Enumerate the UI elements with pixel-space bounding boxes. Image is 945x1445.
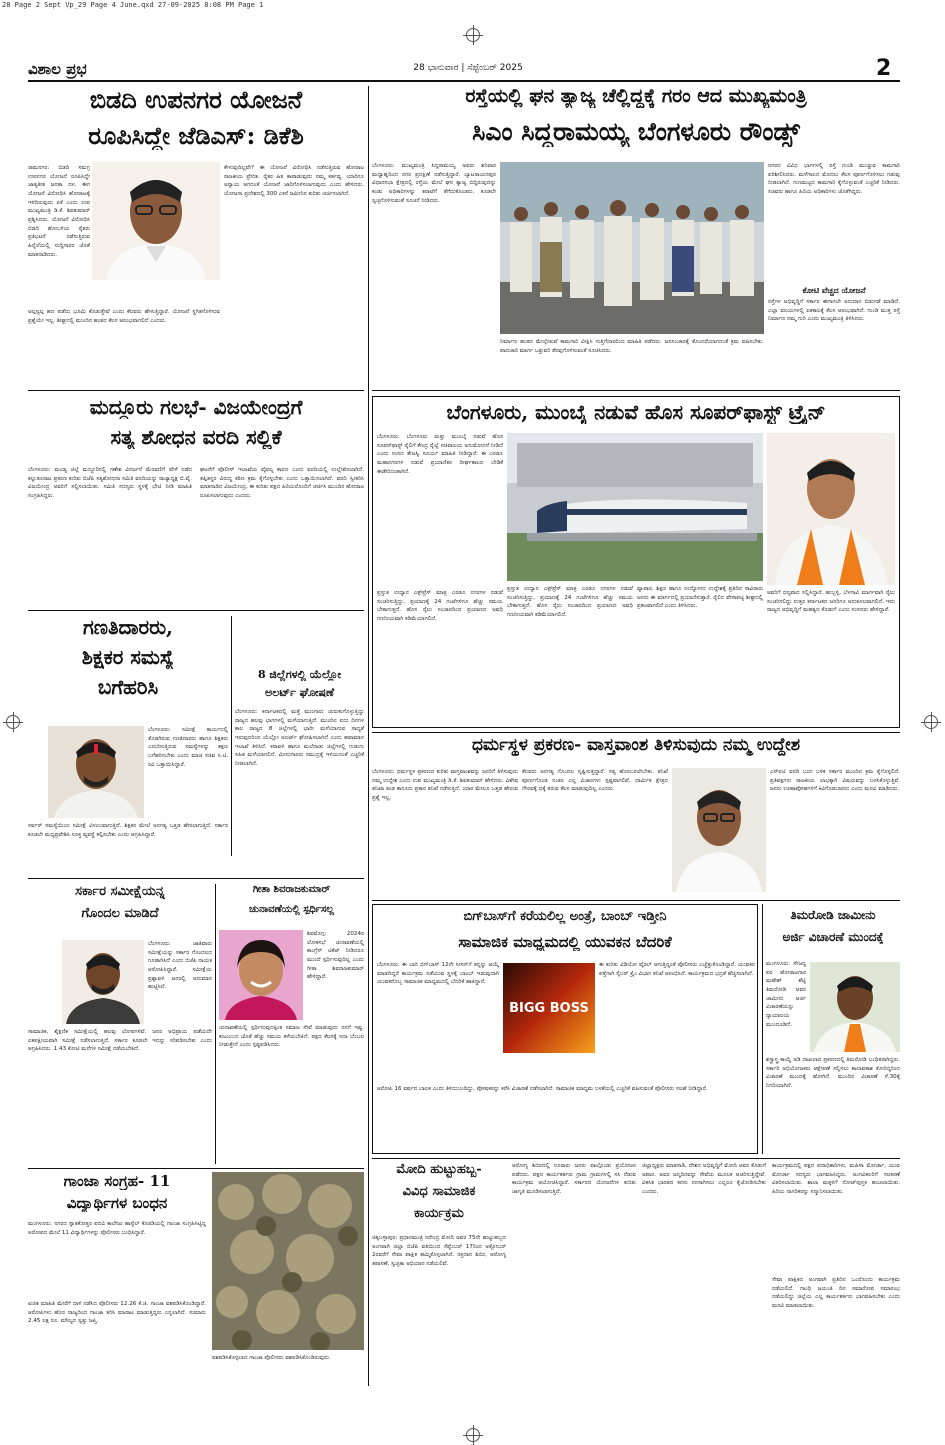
headline: ಸಾಮಾಜಿಕ ಮಾಧ್ಯಮದಲ್ಲಿ ಯುವಕನ ಬೆದರಿಕೆ <box>458 933 672 951</box>
article-body: ಬೆಂಗಳೂರು: ಧರ್ಮಸ್ಥಳ ಪ್ರಕರಣದ ಕುರಿತು ವಾಸ್ತವಾಂಶವನ್ನು ಜನರಿಗೆ ತಿಳಿಸುವುದು ನಮ್ಮ ಉದ್ದೇಶ ಎಂದು ಉಪ ಮುಖ್ಯಮಂತ್ರಿ ಡಿ.ಕೆ. ಶಿವಕುಮಾರ್ ಹೇಳಿದರು. ವಿಶೇಷ ತನಿಖಾ ತಂಡ ಕಾನೂನು ಪ್ರಕಾರ ತನಿಖೆ ನಡೆಸುತ್ತಿದೆ. ಯಾರ ಮೇಲೂ ಒತ್ತಡ ಹೇರುವ ಪ್ರಶ್ನೆ ಇಲ್ಲ. <box>372 769 518 801</box>
article-body: ಕೇಳುವುದಿಲ್ಲವೇ? ಈ ಯೋಜನೆ ವಿರೋಧಿಸಿ ನಡೆಸುತ್ತಿರುವ ಹೋರಾಟ ರಾಜಕೀಯ ಪ್ರೇರಿತ. ರೈತರ ಹಿತ ಕಾಪಾಡುವುದು ನಮ್ಮ ಕರ್ತವ್ಯ. ಯಾರಿಗೂ ಅನ್ಯಾಯ ಆಗದಂತೆ ಯೋಜನೆ ಜಾರಿಗೊಳಿಸಲಾಗುವುದು ಎಂದು ಹೇಳಿದರು. ಯೋಜನಾ ಪ್ರದೇಶದಲ್ಲಿ 300 ಎಕರೆ ಜಮೀನಿನ ಕುರಿತು ಚರ್ಚಿಸಲಾಗಿದೆ. <box>224 165 364 197</box>
article-body: ಬೆಂಗಳೂರು: ಮುಖ್ಯಮಂತ್ರಿ ಸಿದ್ದರಾಮಯ್ಯ ಅವರು ಶನಿವಾರ ಮಧ್ಯಾಹ್ನದಿಂದ ನಗರ ಪ್ರದಕ್ಷಿಣೆ ನಡೆಸುತ್ತಿದ್ದಾರೆ. ಬ್ಯಾಟರಾಯನಪುರ ವಿಧಾನಸಭಾ ಕ್ಷೇತ್ರದಲ್ಲಿ ರಸ್ತೆಯ ಮೇಲೆ ಘನ ತ್ಯಾಜ್ಯ ಬಿದ್ದಿರುವುದನ್ನು ಕಂಡು ಅಧಿಕಾರಿಗಳನ್ನು ತರಾಟೆಗೆ ತೆಗೆದುಕೊಂಡರು. ಕೂಡಲೇ ಸ್ವಚ್ಛಗೊಳಿಸುವಂತೆ ಸೂಚನೆ ನೀಡಿದರು. <box>372 163 496 204</box>
column-divider <box>231 616 232 856</box>
registration-mark-icon <box>466 28 480 42</box>
article-body: ಪ್ರಸ್ತುತ ಉದ್ಯಾನ ಎಕ್ಸ್‌ಪ್ರೆಸ್ ಮಾತ್ರ ಎರಡೂ ನಗರಗಳ ನಡುವೆ ಸಂಚರಿಸುತ್ತಿದ್ದು, ಪ್ರಯಾಣಕ್ಕೆ 24 ಗಂಟೆಗಳಿಗೂ ಹೆಚ್ಚು ಸಮಯ ಬೇಕಾಗುತ್ತದೆ. ಹೊಸ ರೈಲು ಸಂಚಾರದಿಂದ ಪ್ರಯಾಣದ ಅವಧಿ ಗಣನೀಯವಾಗಿ ಕಡಿಮೆಯಾಗಲಿದೆ. <box>377 590 503 622</box>
story-bidadi <box>28 86 364 386</box>
registration-mark-icon <box>6 715 20 729</box>
story-timarodi <box>766 904 900 1154</box>
headline: ಗಾಂಜಾ ಸಂಗ್ರಹ- 11 <box>63 1172 171 1190</box>
column-divider <box>368 86 369 1386</box>
headline: ಸರ್ಕಾರ ಸಮೀಕ್ಷೆಯನ್ನ <box>75 884 165 899</box>
article-body: ಕೆಲವರು ಅನಗತ್ಯ ಗೊಂದಲ ಸೃಷ್ಟಿಸುತ್ತಿದ್ದಾರೆ. ಸತ್ಯ ಹೊರಬರಲೇಬೇಕು. ತನಿಖೆ ಪೂರ್ಣಗೊಂಡ ನಂತರ ಎಲ್ಲ ವಿಚಾರಗಳು ಸ್ಪಷ್ಟವಾಗಲಿವೆ. ಧಾರ್ಮಿಕ ಕ್ಷೇತ್ರದ ಗೌರವಕ್ಕೆ ಧಕ್ಕೆ ತರುವ ಕೆಲಸ ಮಾಡುವುದಿಲ್ಲ ಎಂದರು. <box>522 769 668 793</box>
article-body: ಬೆಂಗಳೂರು: ಈ ಬಾರಿ ಬಿಗ್‌ಬಾಸ್ 12ನೇ ಸೀಸನ್‌ಗೆ ತನ್ನನ್ನು ಆಯ್ಕೆ ಮಾಡದಿದ್ದರೆ ಕಾರ್ಯಕ್ರಮ ನಡೆಯುವ ಸ್ಥಳಕ್ಕೆ ಬಾಂಬ್ ಇಡುವುದಾಗಿ ಯುವಕನೊಬ್ಬ ಸಾಮಾಜಿಕ ಮಾಧ್ಯಮದಲ್ಲಿ ಬೆದರಿಕೆ ಹಾಕಿದ್ದಾನೆ. <box>377 962 499 986</box>
box-title: ಕೋಟಿ ವೆಚ್ಚದ ಯೋಜನೆ <box>802 286 866 295</box>
timarodi-photo <box>810 962 900 1052</box>
article-body: ನಗರದ ವಿವಿಧ ಭಾಗಗಳಲ್ಲಿ ರಸ್ತೆ ಗುಂಡಿ ಮುಚ್ಚುವ ಕಾಮಗಾರಿ ಪರಿಶೀಲಿಸಿದರು. ಮಳೆಗಾಲದ ಮೊದಲು ಕೆಲಸ ಪೂರ್ಣಗೊಳಿಸಲು ಗಡುವು ನೀಡಲಾಗಿದೆ. ಗುಣಮಟ್ಟದ ಕಾಮಗಾರಿ ಕೈಗೊಳ್ಳುವಂತೆ ಎಚ್ಚರಿಕೆ ನೀಡಿದರು. ಸಚಿವರು ಹಾಗೂ ಹಿರಿಯ ಅಧಿಕಾರಿಗಳು ಜೊತೆಗಿದ್ದರು. <box>768 163 900 195</box>
story-dharmasthala <box>372 736 900 896</box>
section-divider <box>372 390 900 391</box>
politician-photo <box>62 940 144 1024</box>
article-body: ಬೆಂಗಳೂರು: ಸಮೀಕ್ಷೆ ಕಾರ್ಯದಲ್ಲಿ ತೊಡಗಿರುವ ಗಣತಿದಾರರು ಹಾಗೂ ಶಿಕ್ಷಕರು ಎದುರಿಸುತ್ತಿರುವ ಸಮಸ್ಯೆಗಳನ್ನು ತಕ್ಷಣ ಬಗೆಹರಿಸಬೇಕು ಎಂದು ಮಾಜಿ ಸಚಿವ ಸಿ.ಟಿ. ರವಿ ಒತ್ತಾಯಿಸಿದ್ದಾರೆ. <box>148 727 228 768</box>
section-divider <box>372 1158 900 1159</box>
article-body: ವ್ಯಾಪಾರ, ಶಿಕ್ಷಣ ಹಾಗೂ ಉದ್ಯೋಗದ ಉದ್ದೇಶಕ್ಕೆ ಪ್ರತಿದಿನ ಸಾವಿರಾರು ಜನರು ಈ ಮಾರ್ಗದಲ್ಲಿ ಪ್ರಯಾಣಿಸುತ್ತಾರೆ. ರೈಲಿನ ವೇಳಾಪಟ್ಟಿ ಶೀಘ್ರದಲ್ಲಿ ಪ್ರಕಟವಾಗಲಿದೆ ಎಂದು ತಿಳಿಸಿದರು. <box>637 586 763 610</box>
newspaper-logo: ವಿಶಾಲ ಪ್ರಭ <box>28 60 87 78</box>
headline: ತಿಮರೋಡಿ ಜಾಮೀನು <box>790 908 876 922</box>
headline: ವಿವಿಧ ಸಾಮಾಜಿಕ <box>402 1184 476 1199</box>
article-body: ಶಸ್ತ್ರಾಸ್ತ್ರ ಕಾಯ್ದೆ ಅಡಿ ದಾಖಲಾದ ಪ್ರಕರಣದಲ್ಲಿ ತಿಮರೋಡಿ ಬಂಧಿತರಾಗಿದ್ದರು. ಸರ್ಕಾರಿ ಅಭಿಯೋಜಕರು ಆಕ್ಷೇಪಣೆ ಸಲ್ಲಿಸಲು ಕಾಲಾವಕಾಶ ಕೋರಿದ್ದರಿಂದ ವಿಚಾರಣೆ ಮುಂದಕ್ಕೆ ಹೋಗಿದೆ. ಮುಂದಿನ ವಿಚಾರಣೆ ಸೆ.30ಕ್ಕೆ ನಿಗದಿಯಾಗಿದೆ. <box>766 1057 900 1089</box>
ct-ravi-photo <box>48 726 144 818</box>
section-divider <box>28 1168 364 1169</box>
headline: ವಿದ್ಯಾರ್ಥಿಗಳ ಬಂಧನ <box>66 1194 168 1212</box>
story-geetha <box>219 884 364 1164</box>
headline: ಬಿಗ್‌ಬಾಸ್‌ಗೆ ಕರೆಯಲಿಲ್ಲ ಅಂತ್ರೆ, ಬಾಂಬ್ ಇಡ್ತೀನಿ <box>463 909 667 924</box>
story-teachers <box>28 616 228 856</box>
headline: ಕಾರ್ಯಕ್ರಮ <box>414 1206 464 1221</box>
article-body: ಘಟನೆಗೆ ಪೊಲೀಸ್ ಇಲಾಖೆಯ ವೈಫಲ್ಯ ಕಾರಣ ಎಂದು ವರದಿಯಲ್ಲಿ ಉಲ್ಲೇಖಿಸಲಾಗಿದೆ. ತಪ್ಪಿತಸ್ಥರ ವಿರುದ್ಧ ಕಠಿಣ ಕ್ರಮ ಕೈಗೊಳ್ಳಬೇಕು ಎಂದು ಒತ್ತಾಯಿಸಲಾಗಿದೆ. ವರದಿ ಸ್ವೀಕರಿಸಿ ಮಾತನಾಡಿದ ವಿಜಯೇಂದ್ರ, ಈ ಕುರಿತು ಪಕ್ಷದ ಹಿರಿಯರೊಂದಿಗೆ ಚರ್ಚಿಸಿ ಮುಂದಿನ ಹೋರಾಟ ರೂಪಿಸಲಾಗುವುದು ಎಂದರು. <box>200 467 364 499</box>
section-divider <box>28 610 364 611</box>
headline: ಬಗೆಹರಿಸಿ <box>97 676 159 699</box>
article-body: ಪ್ರಸ್ತುತ ಉದ್ಯಾನ ಎಕ್ಸ್‌ಪ್ರೆಸ್ ಮಾತ್ರ ಎರಡೂ ನಗರಗಳ ನಡುವೆ ಸಂಚರಿಸುತ್ತಿದ್ದು, ಪ್ರಯಾಣಕ್ಕೆ 24 ಗಂಟೆಗಳಿಗೂ ಹೆಚ್ಚು ಸಮಯ ಬೇಕಾಗುತ್ತದೆ. ಹೊಸ ರೈಲು ಸಂಚಾರದಿಂದ ಪ್ರಯಾಣದ ಅವಧಿ ಗಣನೀಯವಾಗಿ ಕಡಿಮೆಯಾಗಲಿದೆ. <box>507 586 633 618</box>
article-body: ಈ ಕುರಿತು ವಿಡಿಯೋ ವೈರಲ್ ಆಗುತ್ತಿದ್ದಂತೆ ಪೊಲೀಸರು ಎಚ್ಚೆತ್ತುಕೊಂಡಿದ್ದಾರೆ. ಯುವಕನ ಪತ್ತೆಗಾಗಿ ಸೈಬರ್ ಕ್ರೈಂ ವಿಭಾಗ ತನಿಖೆ ಆರಂಭಿಸಿದೆ. ಕಾರ್ಯಕ್ರಮದ ಭದ್ರತೆ ಹೆಚ್ಚಿಸಲಾಗಿದೆ. <box>599 962 755 977</box>
dk-shivakumar-photo <box>672 768 766 892</box>
page-number: 2 <box>876 56 892 81</box>
article-body: ಆರೋಗ್ಯ ಶಿಬಿರದಲ್ಲಿ ನೂರಾರು ಜನರು ಪಾಲ್ಗೊಂಡು ಪ್ರಯೋಜನ ಪಡೆದರು. ಪಕ್ಷದ ಕಾರ್ಯಕರ್ತರು ಗ್ರಾಮ ಗ್ರಾಮಗಳಲ್ಲಿ ಸಸಿ ನೆಡುವ ಕಾರ್ಯಕ್ರಮ ಆಯೋಜಿಸಿದ್ದಾರೆ. ಸರ್ಕಾರದ ಯೋಜನೆಗಳ ಕುರಿತು ಜಾಗೃತಿ ಮೂಡಿಸಲಾಗುತ್ತಿದೆ. <box>512 1163 636 1195</box>
masthead <box>28 56 900 82</box>
article-body: ರಾಮನಗರ: ಬಿಡದಿ ಸಮಗ್ರ ಉಪನಗರ ಯೋಜನೆ ರೂಪಿಸಿದ್ದೇ ಜಾತ್ಯತೀತ ಜನತಾ ದಳ. ಈಗ ಯೋಜನೆ ವಿರೋಧಿಸಿ ಹೋರಾಟಕ್ಕೆ ಇಳಿದಿರುವುದು ಏಕೆ ಎಂದು ಉಪ ಮುಖ್ಯಮಂತ್ರಿ ಡಿ.ಕೆ. ಶಿವಕುಮಾರ್ ಪ್ರಶ್ನಿಸಿದರು. ಯೋಜನೆ ವಿರೋಧಿಸಿ ಬಿಡದಿ ಹೋಬಳಿಯ ರೈತರು ಪ್ರತಿಭಟನೆ ನಡೆಸುತ್ತಿರುವ ಹಿನ್ನೆಲೆಯಲ್ಲಿ ಸುದ್ದಿಗಾರರ ಜೊತೆ ಮಾತನಾಡಿದರು. <box>28 165 90 258</box>
story-ganja <box>28 1172 364 1392</box>
column-divider <box>762 904 763 1154</box>
headline: ರಸ್ತೆಯಲ್ಲಿ ಘನ ತ್ಯಾಜ್ಯ ಚೆಲ್ಲಿದ್ದಕ್ಕೆ ಗರಂ ಆದ ಮುಖ್ಯಮಂತ್ರಿ <box>465 86 807 107</box>
article-body: ಬೆಂಗಳೂರು: ಜಾತಿವಾರು ಸಮೀಕ್ಷೆಯನ್ನು ಸರ್ಕಾರ ಗೊಂದಲದ ಗೂಡಾಗಿಸಿದೆ ಎಂದು ಬಿಜೆಪಿ ನಾಯಕ ಆರೋಪಿಸಿದ್ದಾರೆ. ಸಮೀಕ್ಷೆಯ ಪ್ರಶ್ನಾವಳಿ ಜನರಲ್ಲಿ ಅನುಮಾನ ಹುಟ್ಟಿಸಿದೆ. <box>148 941 212 991</box>
seized-ganja-photo <box>212 1172 364 1350</box>
article-body: ಆರೋಪಿ 16 ವರ್ಷದ ಬಾಲಕ ಎಂದು ತಿಳಿದುಬಂದಿದ್ದು, ಪೋಷಕರನ್ನು ಕರೆಸಿ ವಿಚಾರಣೆ ನಡೆಸಲಾಗಿದೆ. ಸಾಮಾಜಿಕ ಮಾಧ್ಯಮ ಬಳಕೆಯಲ್ಲಿ ಎಚ್ಚರಿಕೆ ವಹಿಸುವಂತೆ ಪೊಲೀಸರು ಸಲಹೆ ನೀಡಿದ್ದಾರೆ. <box>377 1086 708 1092</box>
story-cm-rounds <box>372 86 900 386</box>
story-sarkara-sameekshe <box>28 884 212 1164</box>
geetha-shivarajkumar-photo <box>219 930 303 1020</box>
headline: ಸತ್ಯ ಶೋಧನ ವರದಿ ಸಲ್ಲಿಕೆ <box>110 426 282 449</box>
headline: ಬೆಂಗಳೂರು, ಮುಂಬೈ ನಡುವೆ ಹೊಸ ಸೂಪರ್‌ಫಾಸ್ಟ್ ಟ್ರೈನ್ <box>446 401 826 424</box>
maglev-train-photo <box>507 433 763 581</box>
headline: ಸಿಎಂ ಸಿದ್ದರಾಮಯ್ಯ ಬೆಂಗಳೂರು ರೌಂಡ್ಸ್ <box>472 118 800 146</box>
section-divider <box>372 732 900 733</box>
headline: ಗೊಂದಲ ಮಾಡಿದೆ <box>81 906 159 921</box>
story-yellow-alert <box>235 616 364 856</box>
headline: ಅರ್ಜಿ ವಿಚಾರಣೆ ಮುಂದಕ್ಕೆ <box>782 930 884 944</box>
headline: ಶಿಕ್ಷಕರ ಸಮಸ್ಯೆ <box>81 646 175 669</box>
headline: ಮದ್ದೂರು ಗಲಭೆ- ವಿಜಯೇಂದ್ರಗೆ <box>89 396 303 419</box>
headline: ಅಲರ್ಟ್ ಘೋಷಣೆ <box>264 686 335 699</box>
story-modi-birthday <box>372 1162 900 1392</box>
article-body: ನಿರ್ಮಾಣ ಹಂತದ ಮೇಲ್ಸೇತುವೆ ಕಾಮಗಾರಿ ವೀಕ್ಷಿಸಿ ಗುತ್ತಿಗೆದಾರರಿಂದ ಮಾಹಿತಿ ಪಡೆದರು. ಜನಸಂಚಾರಕ್ಕೆ ತೊಂದರೆಯಾಗದಂತೆ ಕ್ರಮ ವಹಿಸಬೇಕು. ಪಾದಚಾರಿ ಮಾರ್ಗ ಒತ್ತುವರಿ ತೆರವುಗೊಳಿಸುವಂತೆ ಸೂಚಿಸಿದರು. <box>500 339 764 354</box>
article-body: ಬೆಂಗಳೂರು: ಮಂಡ್ಯ ಜಿಲ್ಲೆ ಮದ್ದೂರಿನಲ್ಲಿ ಗಣೇಶ ವಿಸರ್ಜನೆ ಮೆರವಣಿಗೆ ವೇಳೆ ನಡೆದ ಕಲ್ಲುತೂರಾಟ ಪ್ರಕರಣ ಕುರಿತು ಬಿಜೆಪಿ ಸತ್ಯಶೋಧನಾ ಸಮಿತಿ ವರದಿಯನ್ನು ರಾಜ್ಯಾಧ್ಯಕ್ಷ ಬಿ.ವೈ. ವಿಜಯೇಂದ್ರ ಅವರಿಗೆ ಸಲ್ಲಿಸಲಾಯಿತು. ಸಮಿತಿ ಸದಸ್ಯರು ಸ್ಥಳಕ್ಕೆ ಭೇಟಿ ನೀಡಿ ಮಾಹಿತಿ ಸಂಗ್ರಹಿಸಿದ್ದರು. <box>28 467 192 499</box>
article-body: ಮಂಗಳೂರು: ನಗರದ ಸ್ನಾತಕೋತ್ತರ ಪದವಿ ಕಾಲೇಜು ಹಾಸ್ಟೆಲ್ ಕೊಠಡಿಯಲ್ಲಿ ಗಾಂಜಾ ಸಂಗ್ರಹಿಸಿಟ್ಟಿದ್ದ ಆರೋಪದ ಮೇಲೆ 11 ವಿದ್ಯಾರ್ಥಿಗಳನ್ನು ಪೊಲೀಸರು ಬಂಧಿಸಿದ್ದಾರೆ. <box>28 1221 206 1236</box>
cm-inspection-photo <box>500 162 764 334</box>
article-body: ಅಲ್ಪಸ್ವಲ್ಪ ಹಣ ಪಡೆದು ಭೂಮಿ ಕೊಡುತ್ತೇವೆ ಎಂದು ಕೆಲವರು ಹೇಳುತ್ತಿದ್ದಾರೆ. ಯೋಜನೆ ಸ್ಥಗಿತಗೊಳಿಸುವ ಪ್ರಶ್ನೆಯೇ ಇಲ್ಲ. ಶೀಘ್ರದಲ್ಲಿ ಮುಂದಿನ ಹಂತದ ಕೆಲಸ ಆರಂಭವಾಗಲಿದೆ ಎಂದರು. <box>28 309 220 324</box>
section-divider <box>28 390 364 391</box>
registration-mark-icon <box>466 1428 480 1442</box>
dateline: 28 ಭಾನುವಾರ | ಸೆಪ್ಟೆಂಬರ್ 2025 <box>413 63 523 73</box>
article-body: ಚುನಾವಣೆಯಲ್ಲಿ ಸ್ಪರ್ಧಿಸುವುದಕ್ಕಿಂತ ಸಮಾಜ ಸೇವೆ ಮಾಡುವುದು ನನಗೆ ಇಷ್ಟ. ಕುಟುಂಬದ ಜೊತೆ ಹೆಚ್ಚು ಸಮಯ ಕಳೆಯಬೇಕಿದೆ. ಪಕ್ಷದ ಕೆಲಸಕ್ಕೆ ಸದಾ ಬೆಂಬಲ ನೀಡುತ್ತೇನೆ ಎಂದು ಸ್ಪಷ್ಟಪಡಿಸಿದರು. <box>219 1025 364 1049</box>
headline: ಮೋದಿ ಹುಟ್ಟುಹಬ್ಬ- <box>396 1162 482 1177</box>
dk-shivakumar-photo <box>92 162 220 280</box>
story-train <box>372 396 900 728</box>
prepress-line: 28 Page 2 Sept Vp_29 Page 4 June.qxd 27-09-2025 8:08 PM Page 1 <box>2 1 264 9</box>
registration-mark-icon <box>924 715 938 729</box>
article-body: ರಸ್ತೆಗಳ ಅಭಿವೃದ್ಧಿಗೆ ಸರ್ಕಾರ ಈಗಾಗಲೇ ಅನುದಾನ ಬಿಡುಗಡೆ ಮಾಡಿದೆ. ಎಲ್ಲಾ ವಲಯಗಳಲ್ಲಿ ಏಕಕಾಲಕ್ಕೆ ಕೆಲಸ ಆರಂಭವಾಗಿದೆ. ಗುಂಡಿ ಮುಕ್ತ ರಸ್ತೆ ನಿರ್ಮಾಣ ನಮ್ಮ ಗುರಿ ಎಂದು ಮುಖ್ಯಮಂತ್ರಿ ತಿಳಿಸಿದರು. <box>768 299 900 323</box>
headline: ಗಣತಿದಾರರು, <box>82 616 174 639</box>
tejasvi-surya-photo <box>767 433 895 585</box>
article-body: ಎಸ್‌ಐಟಿ ವರದಿ ಬಂದ ಬಳಿಕ ಸರ್ಕಾರ ಮುಂದಿನ ಕ್ರಮ ಕೈಗೊಳ್ಳಲಿದೆ. ಪ್ರತಿಪಕ್ಷಗಳು ರಾಜಕೀಯ ಲಾಭಕ್ಕಾಗಿ ವಿಷಯವನ್ನು ಬಳಸಿಕೊಳ್ಳುತ್ತಿವೆ. ಜನರು ಊಹಾಪೋಹಗಳಿಗೆ ಕಿವಿಗೊಡಬಾರದು ಎಂದು ಮನವಿ ಮಾಡಿದರು. <box>770 769 900 793</box>
photo-caption: ವಶಪಡಿಸಿಕೊಳ್ಳಲಾದ ಗಾಂಜಾ ಪೊಲೀಸರು ವಶಪಡಿಸಿಕೊಂಡಿರುವುದು. <box>212 1355 331 1361</box>
article-body: ಖಚಿತ ಮಾಹಿತಿ ಮೇರೆಗೆ ದಾಳಿ ನಡೆಸಿದ ಪೊಲೀಸರು 12.26 ಕೆ.ಜಿ. ಗಾಂಜಾ ವಶಪಡಿಸಿಕೊಂಡಿದ್ದಾರೆ. ಆರೋಪಿಗಳು ಹೊರ ರಾಜ್ಯದಿಂದ ಗಾಂಜಾ ತರಿಸಿ ಮಾರಾಟ ಮಾಡುತ್ತಿದ್ದರು ಎನ್ನಲಾಗಿದೆ. ಸುಮಾರು 2.45 ಲಕ್ಷ ರೂ. ಮೌಲ್ಯದ ಸ್ವತ್ತು ಜಪ್ತಿ. <box>28 1301 206 1325</box>
headline: 8 ಜಿಲ್ಲೆಗಳಲ್ಲಿ ಯೆಲ್ಲೋ <box>257 668 342 681</box>
article-body: ಸೇವಾ ಪಾಕ್ಷಿಕದ ಅಂಗವಾಗಿ ಪ್ರತಿದಿನ ಒಂದೊಂದು ಕಾರ್ಯಕ್ರಮ ನಡೆಯಲಿದೆ. ಗಾಂಧಿ ಜಯಂತಿ ದಿನ ಸಮಾರೋಪ ಸಮಾರಂಭ ನಡೆಯಲಿದ್ದು ಜಿಲ್ಲೆಯ ಎಲ್ಲ ಕಾರ್ಯಕರ್ತರು ಭಾಗವಹಿಸಬೇಕು ಎಂದು ಮನವಿ ಮಾಡಲಾಯಿತು. <box>772 1277 900 1309</box>
section-divider <box>28 878 364 879</box>
article-body: ಮಂಗಳೂರು: ಸೌಜನ್ಯ ಪರ ಹೋರಾಟಗಾರ ಮಹೇಶ್ ಶೆಟ್ಟಿ ತಿಮರೋಡಿ ಅವರ ಜಾಮೀನು ಅರ್ಜಿ ವಿಚಾರಣೆಯನ್ನು ನ್ಯಾಯಾಲಯ ಮುಂದೂಡಿದೆ. <box>766 961 806 1028</box>
story-maddur <box>28 396 364 606</box>
headline: ಗೀತಾ ಶಿವರಾಜಕುಮಾರ್ <box>252 884 331 895</box>
article-body: ಜಿಲ್ಲಾಧ್ಯಕ್ಷರು ಮಾತನಾಡಿ, ದೇಶದ ಅಭಿವೃದ್ಧಿಗೆ ಮೋದಿ ಅವರ ಕೊಡುಗೆ ಅಪಾರ. ಅವರ ಜನ್ಮದಿನವನ್ನು ಸೇವೆಯ ಮೂಲಕ ಆಚರಿಸುತ್ತಿದ್ದೇವೆ. ವಿಕಸಿತ ಭಾರತದ ಕನಸು ನನಸಾಗಿಸಲು ಎಲ್ಲರೂ ಕೈಜೋಡಿಸಬೇಕು ಎಂದರು. <box>642 1163 766 1195</box>
article-body: ಶಿವಮೊಗ್ಗ: 2024ರ ಲೋಕಸಭೆ ಚುನಾವಣೆಯಲ್ಲಿ ಕಾಂಗ್ರೆಸ್ ಟಿಕೆಟ್ ನೀಡಿದರೂ ಮುಂದೆ ಸ್ಪರ್ಧಿಸುವುದಿಲ್ಲ ಎಂದು ಗೀತಾ ಶಿವರಾಜಕುಮಾರ್ ಹೇಳಿದ್ದಾರೆ. <box>307 931 364 981</box>
article-body: ಬೆಂಗಳೂರು: ಕರ್ನಾಟಕದಲ್ಲಿ ಮತ್ತೆ ಮುಂಗಾರು ಚುರುಕುಗೊಳ್ಳುತ್ತಿದ್ದು ರಾಜ್ಯದ ಹಲವು ಭಾಗಗಳಲ್ಲಿ ಮಳೆಯಾಗುತ್ತಿದೆ. ಮುಂದಿನ ಐದು ದಿನಗಳ ಕಾಲ ರಾಜ್ಯದ 8 ಜಿಲ್ಲೆಗಳಲ್ಲಿ ಭಾರೀ ಮಳೆಯಾಗುವ ಸಾಧ್ಯತೆ ಇರುವುದರಿಂದ ಯೆಲ್ಲೋ ಅಲರ್ಟ್ ಘೋಷಿಸಲಾಗಿದೆ ಎಂದು ಹವಾಮಾನ ಇಲಾಖೆ ತಿಳಿಸಿದೆ. ಕರಾವಳಿ ಹಾಗೂ ಮಲೆನಾಡು ಜಿಲ್ಲೆಗಳಲ್ಲಿ ಗುಡುಗು ಸಹಿತ ಮಳೆಯಾಗಲಿದೆ. ಮೀನುಗಾರರು ಸಮುದ್ರಕ್ಕೆ ಇಳಿಯದಂತೆ ಎಚ್ಚರಿಕೆ ನೀಡಲಾಗಿದೆ. <box>235 709 364 767</box>
article-body: ಸಾಮಾಜಿಕ, ಶೈಕ್ಷಣಿಕ ಸಮೀಕ್ಷೆಯಲ್ಲಿ ಹಲವು ಲೋಪಗಳಿವೆ. ಜನರ ಅಭಿಪ್ರಾಯ ಪಡೆಯದೇ ಏಕಪಕ್ಷೀಯವಾಗಿ ಸಮೀಕ್ಷೆ ನಡೆಸಲಾಗುತ್ತಿದೆ. ಸರ್ಕಾರ ಕೂಡಲೇ ಇದನ್ನು ಸರಿಪಡಿಸಬೇಕು ಎಂದು ಆಗ್ರಹಿಸಿದರು. 1.43 ಕೋಟಿ ಮನೆಗಳ ಸಮೀಕ್ಷೆ ನಡೆಯಬೇಕಿದೆ. <box>28 1029 212 1053</box>
headline: ಬಿಡದಿ ಉಪನಗರ ಯೋಜನೆ <box>89 86 303 114</box>
section-divider <box>372 900 900 901</box>
article-body: ಚಿಕ್ಕಬಳ್ಳಾಪುರ: ಪ್ರಧಾನಮಂತ್ರಿ ನರೇಂದ್ರ ಮೋದಿ ಅವರ 75ನೇ ಹುಟ್ಟುಹಬ್ಬದ ಅಂಗವಾಗಿ ಜಿಲ್ಲಾ ಬಿಜೆಪಿ ವತಿಯಿಂದ ಸೆಪ್ಟೆಂಬರ್ 17ರಿಂದ ಅಕ್ಟೋಬರ್ 2ರವರೆಗೆ ಸೇವಾ ಪಾಕ್ಷಿಕ ಹಮ್ಮಿಕೊಳ್ಳಲಾಗಿದೆ. ರಕ್ತದಾನ ಶಿಬಿರ, ಆರೋಗ್ಯ ತಪಾಸಣೆ, ಸ್ವಚ್ಛತಾ ಅಭಿಯಾನ ನಡೆಯಲಿವೆ. <box>372 1235 506 1267</box>
column-divider <box>215 884 216 1164</box>
story-bigg-boss <box>372 904 758 1154</box>
article-body: ಸರ್ವರ್ ಸಮಸ್ಯೆಯಿಂದ ಸಮೀಕ್ಷೆ ವಿಳಂಬವಾಗುತ್ತಿದೆ. ಶಿಕ್ಷಕರ ಮೇಲೆ ಅನಗತ್ಯ ಒತ್ತಡ ಹೇರಲಾಗುತ್ತಿದೆ. ಸರ್ಕಾರ ಕೂಡಲೇ ಮಧ್ಯಪ್ರವೇಶಿಸಿ ಸೂಕ್ತ ವ್ಯವಸ್ಥೆ ಕಲ್ಪಿಸಬೇಕು ಎಂದು ಆಗ್ರಹಿಸಿದ್ದಾರೆ. <box>28 823 228 838</box>
article-body: ಕಾರ್ಯಕ್ರಮದಲ್ಲಿ ಪಕ್ಷದ ಪದಾಧಿಕಾರಿಗಳು, ಮಹಿಳಾ ಮೋರ್ಚಾ, ಯುವ ಮೋರ್ಚಾ ಸದಸ್ಯರು ಭಾಗವಹಿಸಿದ್ದರು. ಅಂಗವಿಕಲರಿಗೆ ಸಲಕರಣೆ ವಿತರಿಸಲಾಯಿತು. ಶಾಲಾ ಮಕ್ಕಳಿಗೆ ನೋಟ್‌ಪುಸ್ತಕ ಹಂಚಲಾಯಿತು. ಹಿರಿಯ ನಾಗರಿಕರನ್ನು ಸನ್ಮಾನಿಸಲಾಯಿತು. <box>772 1163 900 1195</box>
article-body: ಬೆಂಗಳೂರು: ಬೆಂಗಳೂರು ಮತ್ತು ಮುಂಬೈ ನಡುವೆ ಹೊಸ ಸೂಪರ್‌ಫಾಸ್ಟ್ ರೈಲಿಗೆ ಕೇಂದ್ರ ರೈಲ್ವೆ ಸಚಿವಾಲಯ ಅನುಮೋದನೆ ನೀಡಿದೆ ಎಂದು ಸಂಸದ ತೇಜಸ್ವಿ ಸೂರ್ಯ ಮಾಹಿತಿ ನೀಡಿದ್ದಾರೆ. ಈ ಎರಡೂ ಮಹಾನಗರಗಳ ನಡುವೆ ಪ್ರಯಾಣಿಕರ ದೀರ್ಘಕಾಲದ ಬೇಡಿಕೆ ಈಡೇರಿದಂತಾಗಿದೆ. <box>377 434 503 475</box>
headline: ಧರ್ಮಸ್ಥಳ ಪ್ರಕರಣ- ವಾಸ್ತವಾಂಶ ತಿಳಿಸುವುದು ನಮ್ಮ ಉದ್ದೇಶ <box>471 736 801 755</box>
headline: ಚುನಾವಣೆಯಲ್ಲಿ ಸ್ಪರ್ಧಿಸಲ್ಲ <box>249 904 334 915</box>
headline: ರೂಪಿಸಿದ್ದೇ ಜೆಡಿಎಸ್: ಡಿಕೆಶಿ <box>88 122 304 150</box>
article-body: ಅವರಿಗೆ ಧನ್ಯವಾದ ಸಲ್ಲಿಸಿದ್ದಾರೆ. ಹುಬ್ಬಳ್ಳಿ, ಬೆಳಗಾವಿ ಮಾರ್ಗವಾಗಿ ರೈಲು ಸಂಚರಿಸಲಿದ್ದು ಉತ್ತರ ಕರ್ನಾಟಕದ ಜನರಿಗೂ ಅನುಕೂಲವಾಗಲಿದೆ. ಇದು ರಾಜ್ಯದ ಅಭಿವೃದ್ಧಿಗೆ ಮಹತ್ವದ ಕೊಡುಗೆ ಎಂದು ಸಂಸದರು ಹೇಳಿದ್ದಾರೆ. <box>767 590 895 614</box>
bigg-boss-logo: BIGG BOSS <box>503 963 595 1053</box>
